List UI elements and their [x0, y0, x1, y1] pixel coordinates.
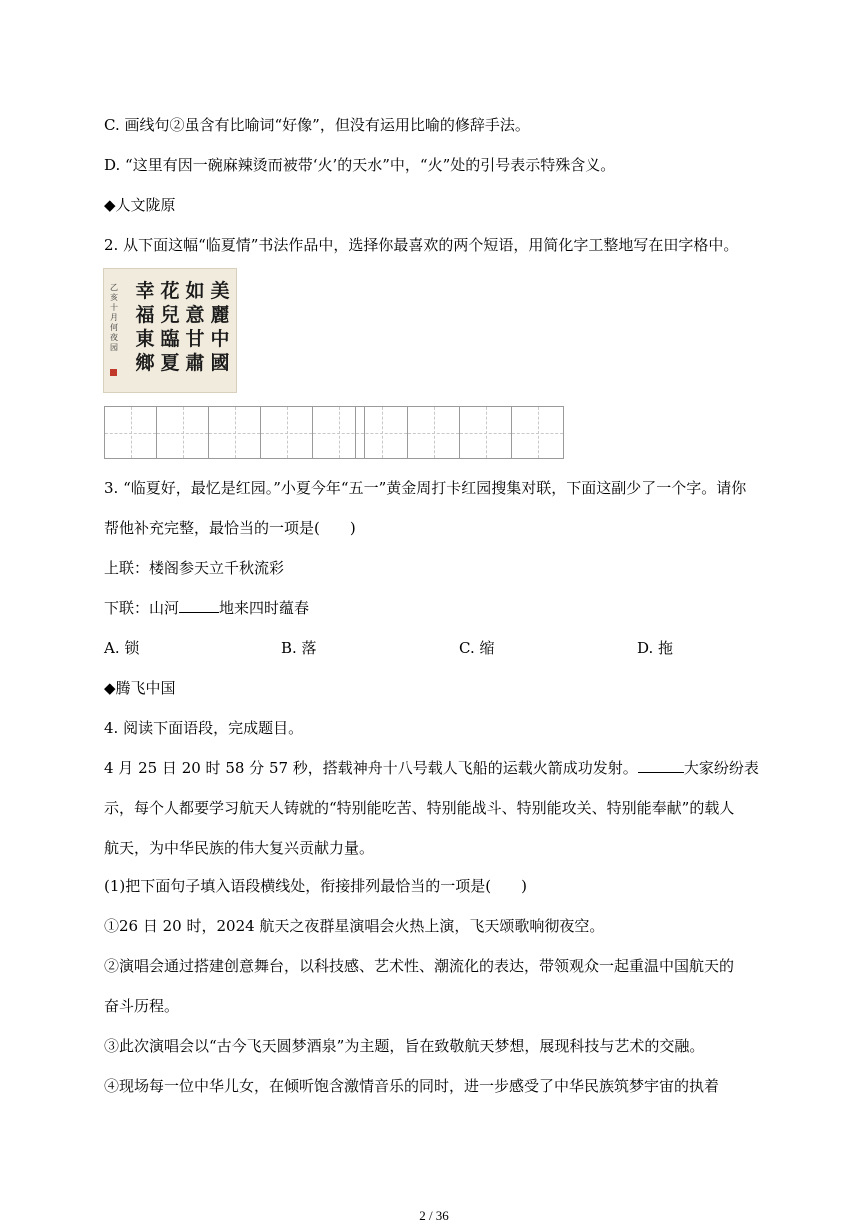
passage-line-1 — [104, 758, 759, 778]
passage-line-3: 航天，为中华民族的伟大复兴贡献力量。 — [104, 839, 375, 857]
sentence-1: ①26 日 20 时，2024 航天之夜群星演唱会火热上演，飞天颂歌响彻夜空。 — [104, 917, 605, 935]
sentence-4: ④现场每一位中华儿女，在倾听饱含激情音乐的同时，进一步感受了中华民族筑梦宇宙的执着 — [104, 1077, 720, 1095]
option-a[interactable]: A. 锁 — [104, 639, 140, 657]
sentence-2-cont: 奋斗历程。 — [104, 997, 180, 1015]
tianzige-cell[interactable] — [407, 406, 460, 459]
calligraphy-column-2: 如 意 甘 肅 — [185, 280, 205, 374]
sentence-3: ③此次演唱会以“古今飞天圆梦酒泉”为主题，旨在致敬航天梦想，展现科技与艺术的交融。 — [104, 1037, 705, 1055]
option-c-text: C. 画线句②虽含有比喻词“好像”，但没有运用比喻的修辞手法。 — [104, 116, 530, 134]
calligraphy-signature: 乙 亥 十 月 何 夜 园 — [110, 283, 118, 352]
calligraphy-column-4: 幸 福 東 鄉 — [135, 280, 155, 374]
option-b[interactable]: B. 落 — [281, 639, 317, 657]
tianzige-cell[interactable] — [156, 406, 209, 459]
option-d-text: D. “这里有因一碗麻辣烫而被带‘火’的天水”中，“火”处的引号表示特殊含义。 — [104, 156, 616, 174]
seal-stamp — [110, 369, 117, 376]
page-number: 2 / 36 — [419, 1208, 449, 1223]
section-heading-tengfei: ◆腾飞中国 — [104, 679, 176, 697]
passage-line-1-end: 大家纷纷表 — [683, 759, 759, 777]
calligraphy-artwork — [103, 268, 237, 393]
couplet-blank[interactable] — [179, 598, 219, 613]
question-2-text: 2. 从下面这幅“临夏情”书法作品中，选择你最喜欢的两个短语，用简化字工整地写在田字格中。 — [104, 236, 739, 254]
tianzige-cell[interactable] — [511, 406, 564, 459]
couplet-lower-start: 下联：山河 — [104, 599, 180, 617]
sentence-2: ②演唱会通过搭建创意舞台，以科技感、艺术性、潮流化的表达，带领观众一起重温中国航天的 — [104, 957, 735, 975]
calligraphy-column-3: 花 兒 臨 夏 — [160, 280, 180, 374]
option-d[interactable]: D. 拖 — [637, 639, 674, 657]
tianzige-cell[interactable] — [104, 406, 157, 459]
tianzige-grid-left[interactable] — [104, 406, 365, 459]
passage-line-1-start: 4 月 25 日 20 时 58 分 57 秒，搭载神舟十八号载人飞船的运载火箭成功发射。 — [104, 759, 638, 777]
question-3-text: 3. “临夏好，最忆是红园。”小夏今年“五一”黄金周打卡红园搜集对联，下面这副少了一个字。请你 — [104, 479, 747, 497]
question-4-text: 4. 阅读下面语段，完成题目。 — [104, 719, 304, 737]
couplet-lower-end: 地来四时蕴春 — [219, 599, 310, 617]
subquestion-1-text: (1)把下面句子填入语段横线处，衔接排列最恰当的一项是( ) — [104, 877, 527, 895]
section-heading-renwen: ◆人文陇原 — [104, 196, 176, 214]
passage-line-2: 示，每个人都要学习航天人铸就的“特别能吃苦、特别能战斗、特别能攻关、特别能奉献”的载人 — [104, 799, 735, 817]
question-3-text-cont: 帮他补充完整，最恰当的一项是( ) — [104, 519, 356, 537]
tianzige-cell[interactable] — [459, 406, 512, 459]
tianzige-cell[interactable] — [208, 406, 261, 459]
couplet-upper: 上联：楼阁参天立千秋流彩 — [104, 559, 285, 577]
tianzige-cell[interactable] — [355, 406, 408, 459]
passage-blank[interactable] — [638, 758, 684, 773]
option-c[interactable]: C. 缩 — [459, 639, 495, 657]
calligraphy-column-1: 美 麗 中 國 — [210, 280, 230, 374]
tianzige-cell[interactable] — [260, 406, 313, 459]
tianzige-grid-right[interactable] — [355, 406, 564, 459]
couplet-lower — [104, 598, 309, 618]
